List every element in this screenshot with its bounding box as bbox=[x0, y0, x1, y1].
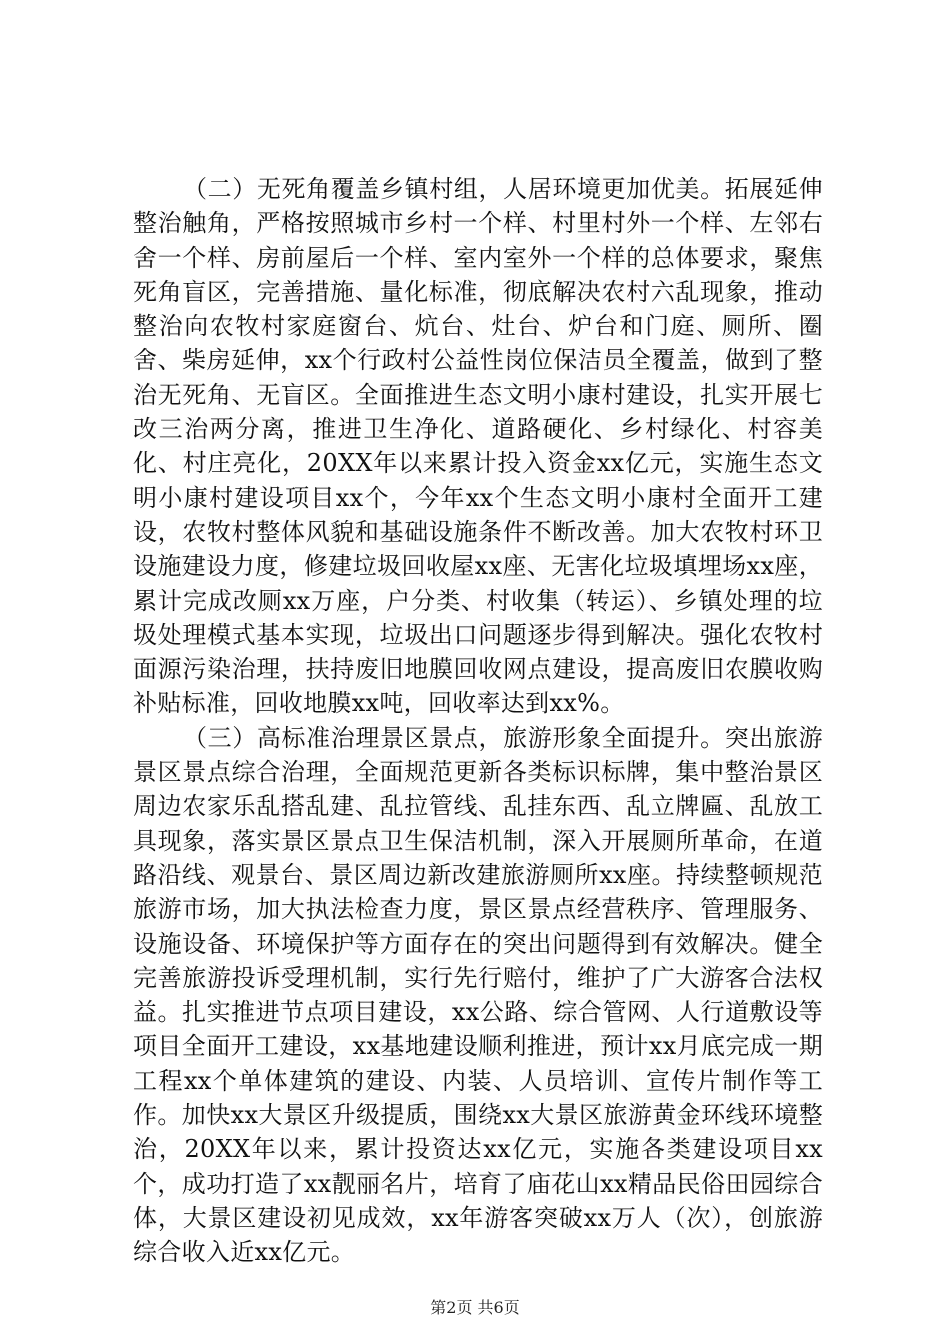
document-body bbox=[133, 172, 823, 1270]
page-number-footer: 第2页 共6页 bbox=[430, 1298, 520, 1317]
paragraph-section-3: （三）高标准治理景区景点，旅游形象全面提升。突出旅游景区景点综合治理，全面规范更新各类标识标牌，集中整治景区周边农家乐乱搭乱建、乱拉管线、乱挂东西、乱立牌匾、乱放工具现象，落实景区景点卫生保洁机制，深入开展厕所革命，在道路沿线、观景台、景区周边新改建旅游厕所xx座。持续整顿规范旅游市场，加大执法检查力度，景区景点经营秩序、管理服务、设施设备、环境保护等方面存在的突出问题得到有效解决。健全完善旅游投诉受理机制，实行先行赔付，维护了广大游客合法权益。扎实推进节点项目建设，xx公路、综合管网、人行道敷设等项目全面开工建设，xx基地建设顺利推进，预计xx月底完成一期工程xx个单体建筑的建设、内装、人员培训、宣传片制作等工作。加快xx大景区升级提质，围绕xx大景区旅游黄金环线环境整治，20XX年以来，累计投资达xx亿元，实施各类建设项目xx个，成功打造了xx靓丽名片，培育了庙花山xx精品民俗田园综合体，大景区建设初见成效，xx年游客突破xx万人（次），创旅游综合收入近xx亿元。 bbox=[133, 723, 823, 1267]
paragraph-section-2: （二）无死角覆盖乡镇村组，人居环境更加优美。拓展延伸整治触角，严格按照城市乡村一个样、村里村外一个样、左邻右舍一个样、房前屋后一个样、室内室外一个样的总体要求，聚焦死角盲区，完善措施、量化标准，彻底解决农村六乱现象，推动整治向农牧村家庭窗台、炕台、灶台、炉台和门庭、厕所、圈舍、柴房延伸，xx个行政村公益性岗位保洁员全覆盖，做到了整治无死角、无盲区。全面推进生态文明小康村建设，扎实开展七改三治两分离，推进卫生净化、道路硬化、乡村绿化、村容美化、村庄亮化，20XX年以来累计投入资金xx亿元，实施生态文明小康村建设项目xx个，今年xx个生态文明小康村全面开工建设，农牧村整体风貌和基础设施条件不断改善。加大农牧村环卫设施建设力度，修建垃圾回收屋xx座、无害化垃圾填埋场xx座，累计完成改厕xx万座，户分类、村收集（转运）、乡镇处理的垃圾处理模式基本实现，垃圾出口问题逐步得到解决。强化农牧村面源污染治理，扶持废旧地膜回收网点建设，提高废旧农膜收购补贴标准，回收地膜xx吨，回收率达到xx%。 bbox=[133, 175, 823, 718]
